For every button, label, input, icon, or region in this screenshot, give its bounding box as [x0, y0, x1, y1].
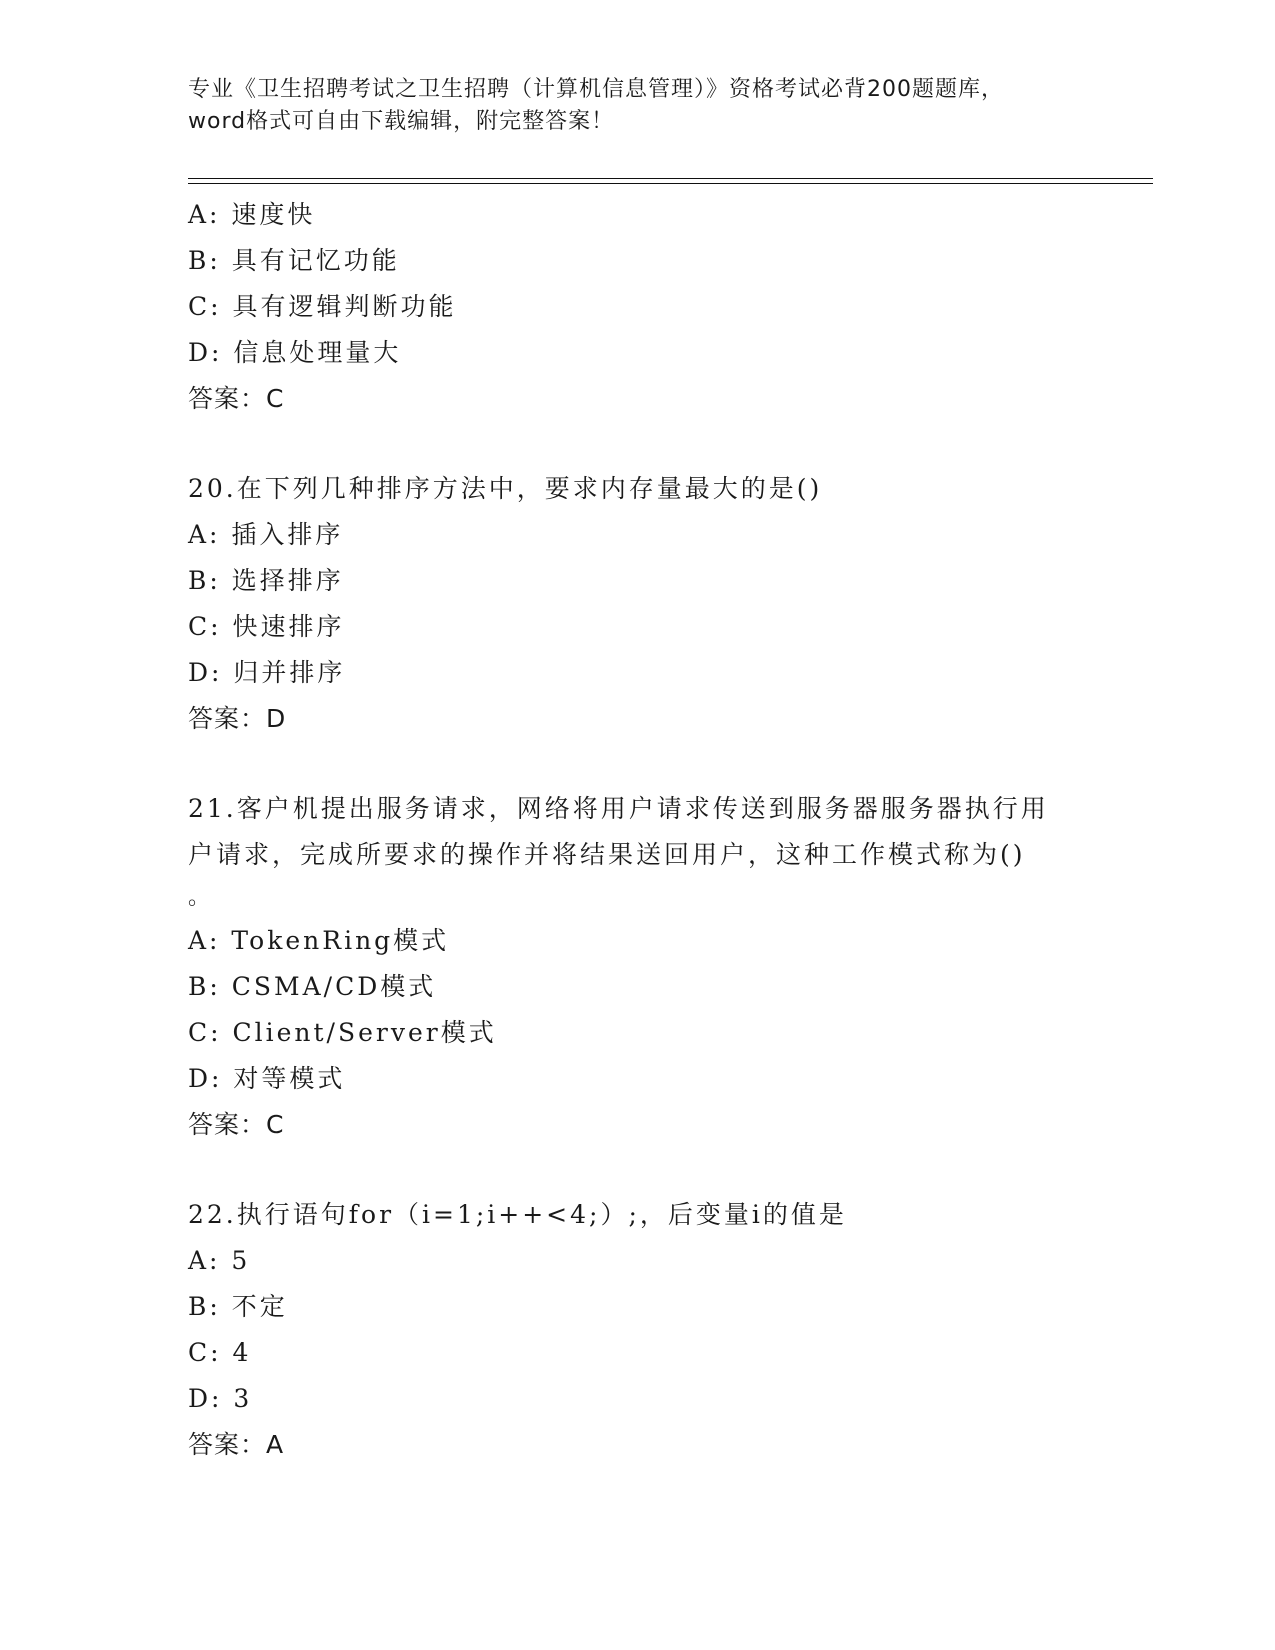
option-d: D: 3 [188, 1384, 253, 1413]
question-text-line-3: 。 [188, 885, 214, 910]
answer-line: 答案：C [188, 1110, 285, 1139]
header-line-2: word格式可自由下载编辑，附完整答案！ [188, 109, 615, 134]
question-list [188, 192, 1088, 1468]
spacer [188, 1148, 1088, 1192]
option-c: C: 快速排序 [188, 612, 345, 641]
document-header [188, 74, 1088, 138]
option-c: C: 具有逻辑判断功能 [188, 292, 457, 321]
option-b: B: 具有记忆功能 [188, 246, 400, 275]
question-21 [188, 786, 1088, 1148]
question-20 [188, 466, 1088, 742]
question-22 [188, 1192, 1088, 1468]
header-line-1: 专业《卫生招聘考试之卫生招聘（计算机信息管理）》资格考试必背200题题库， [188, 77, 1004, 102]
header-rule-top [188, 178, 1153, 179]
option-a: A: 插入排序 [188, 520, 344, 549]
option-b: B: 不定 [188, 1292, 288, 1321]
question-text: 22.执行语句for（i=1;i++<4;）;，后变量i的值是 [188, 1200, 847, 1229]
question-text-line-1: 21.客户机提出服务请求，网络将用户请求传送到服务器服务器执行用 [188, 794, 1049, 823]
option-b: B: CSMA/CD模式 [188, 972, 437, 1001]
answer-line: 答案：C [188, 384, 285, 413]
question-text: 20.在下列几种排序方法中，要求内存量最大的是() [188, 474, 823, 503]
option-b: B: 选择排序 [188, 566, 344, 595]
option-c: C: 4 [188, 1338, 252, 1367]
answer-line: 答案：A [188, 1430, 285, 1459]
option-d: D: 归并排序 [188, 658, 346, 687]
question-text-line-2: 户请求，完成所要求的操作并将结果送回用户，这种工作模式称为() [188, 840, 1026, 869]
header-rule-bottom [188, 183, 1153, 184]
option-a: A: TokenRing模式 [188, 926, 450, 955]
option-a: A: 速度快 [188, 200, 316, 229]
option-a: A: 5 [188, 1246, 251, 1275]
option-d: D: 信息处理量大 [188, 338, 402, 367]
answer-line: 答案：D [188, 704, 287, 733]
spacer [188, 422, 1088, 466]
spacer [188, 742, 1088, 786]
question-19 [188, 192, 1088, 422]
option-c: C: Client/Server模式 [188, 1018, 497, 1047]
option-d: D: 对等模式 [188, 1064, 346, 1093]
